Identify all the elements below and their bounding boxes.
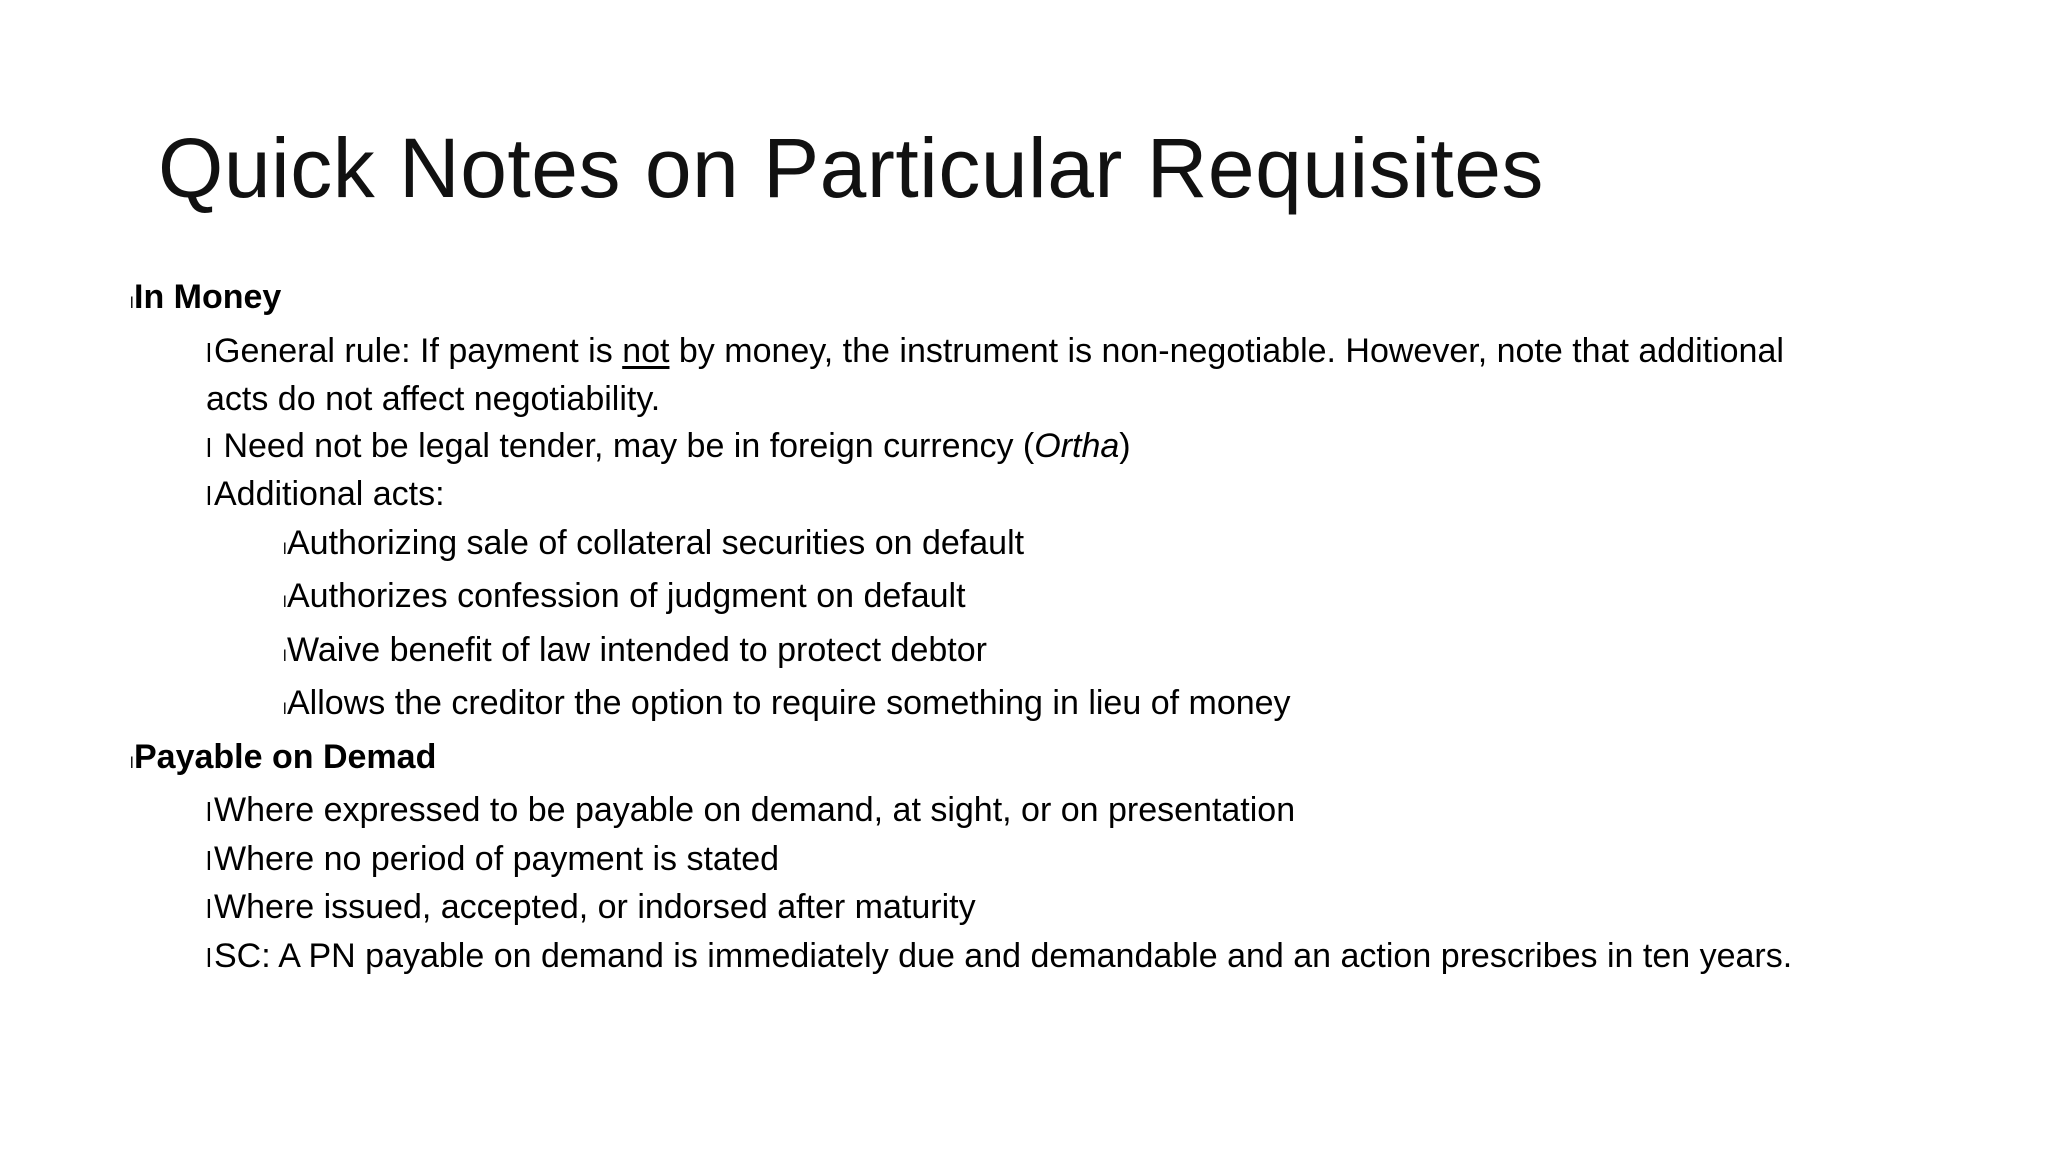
demand-item-text: Where expressed to be payable on demand, at sight, or on presentation <box>214 791 1296 829</box>
section-heading-money <box>126 274 1986 328</box>
list-item-demand <box>126 787 1986 836</box>
additional-acts-label: Additional acts: <box>214 475 445 513</box>
legal-tender-post: ) <box>1119 426 1131 465</box>
list-item-additional-acts <box>126 471 1986 520</box>
slide-title: Quick Notes on Particular Requisites <box>158 121 1544 215</box>
list-item-additional-act <box>126 520 1986 574</box>
bullet-icon: l <box>206 894 212 924</box>
bullet-icon: l <box>206 432 212 463</box>
bullet-icon: l <box>206 337 212 368</box>
list-item-demand <box>126 884 1986 933</box>
list-item-legal-tender <box>126 423 1986 472</box>
list-item-general-rule <box>126 328 1986 377</box>
list-item-demand <box>126 836 1986 885</box>
demand-item-text: Where no period of payment is stated <box>214 839 780 878</box>
bullet-icon: l <box>206 481 212 511</box>
slide-body <box>126 274 1986 981</box>
list-item-additional-act <box>126 680 1986 734</box>
additional-act-text: Waive benefit of law intended to protect debtor <box>287 630 987 669</box>
general-rule-post: by money, the instrument is non-negotiable. However, note that additional <box>669 331 1784 370</box>
bullet-icon: l <box>130 754 134 772</box>
bullet-icon: l <box>206 845 212 876</box>
bullet-icon: l <box>130 295 134 312</box>
legal-tender-pre: Need not be legal tender, may be in foreign currency ( <box>214 426 1035 465</box>
bullet-icon: l <box>283 647 287 665</box>
demand-item-text: SC: A PN payable on demand is immediately due and demandable and an action prescribes in ten years. <box>214 936 1793 975</box>
list-item-additional-act <box>126 627 1986 681</box>
additional-act-text: Allows the creditor the option to require something in lieu of money <box>287 684 1291 722</box>
list-item-additional-act <box>126 573 1986 627</box>
bullet-icon: l <box>206 942 212 973</box>
demand-item-text: Where issued, accepted, or indorsed after maturity <box>214 888 976 926</box>
general-rule-continuation: acts do not affect negotiability. <box>206 380 661 418</box>
list-item-general-rule-continuation <box>126 376 1986 423</box>
additional-act-text: Authorizes confession of judgment on default <box>287 577 966 615</box>
heading-text: In Money <box>134 278 282 316</box>
general-rule-pre: General rule: If payment is <box>214 331 623 370</box>
bullet-icon: l <box>283 701 287 718</box>
bullet-icon: l <box>206 797 212 827</box>
legal-tender-italic: Ortha <box>1034 426 1120 465</box>
list-item-demand <box>126 933 1986 982</box>
additional-act-text: Authorizing sale of collateral securities on default <box>287 523 1025 562</box>
general-rule-underlined: not <box>622 331 670 370</box>
bullet-icon: l <box>283 540 287 558</box>
section-heading-demand <box>126 734 1986 788</box>
heading-text: Payable on Demad <box>134 737 437 776</box>
bullet-icon: l <box>283 594 287 611</box>
